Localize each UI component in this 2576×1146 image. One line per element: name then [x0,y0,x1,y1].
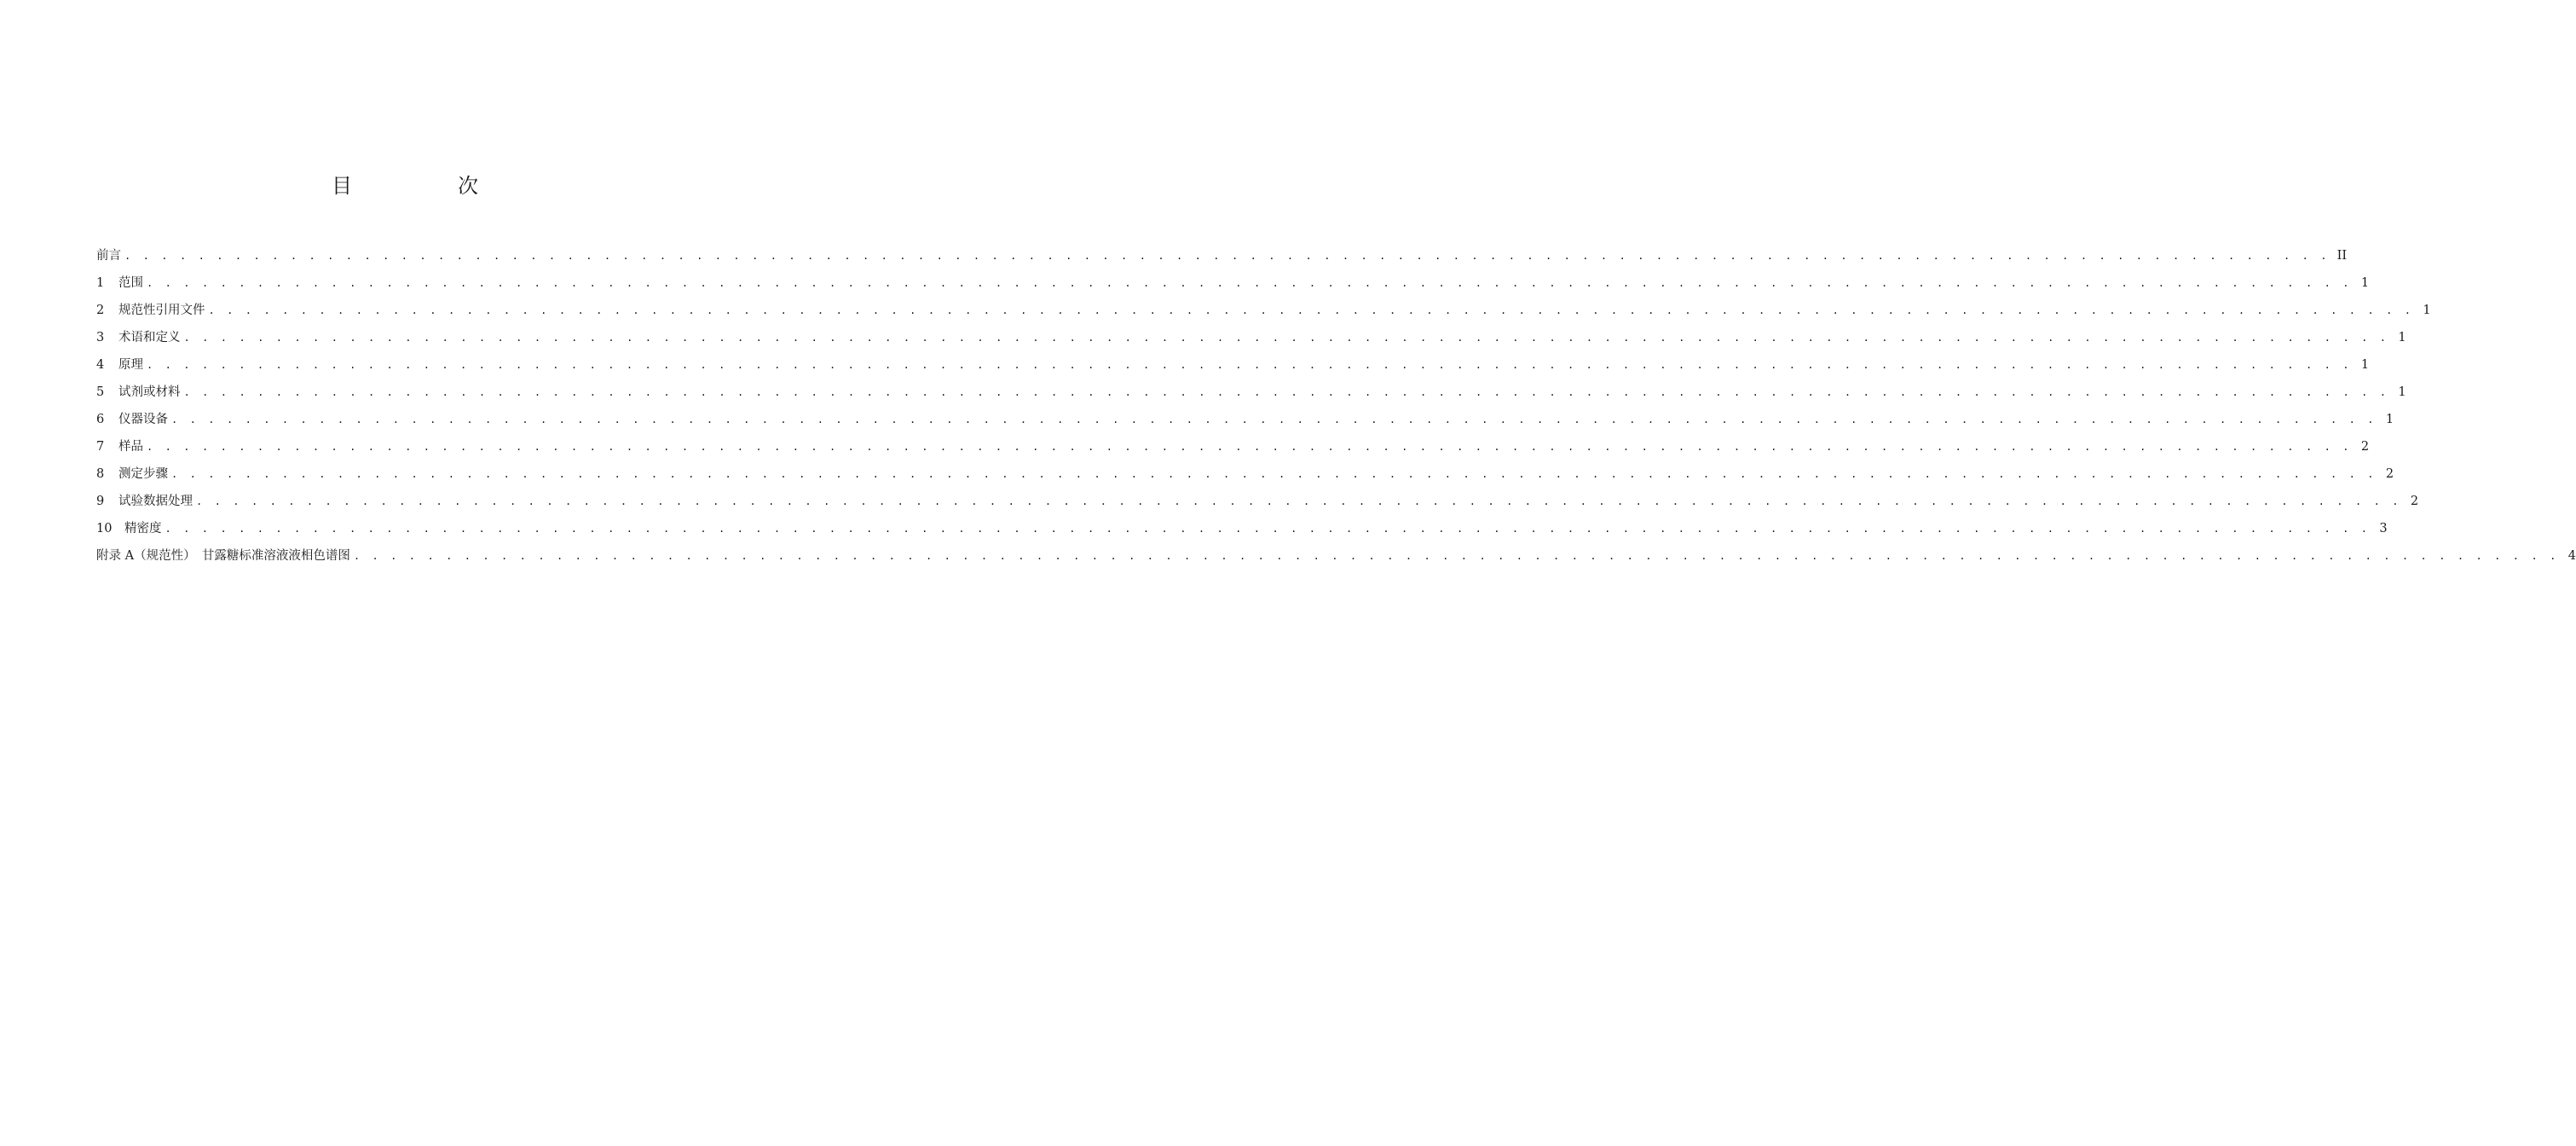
toc-page-number: 1 [2423,304,2431,317]
toc-leader-dots: . . . . . . . . . . . . . . . . . . . . . . . . . . . . . . . . . . . . . . . . . . . . . . . . . . . . . . . . . . . . . . . . . . . . . . . . . . . . . . . . . . . . . . . . . . . . . . . . . . . . . . . . . . . . . . . . . . . . . . . . [147,277,2353,289]
toc-entry-title: 试验数据处理 [118,495,193,508]
toc-entry-8[interactable] [96,460,2394,488]
toc-entry-4[interactable] [96,351,2370,379]
toc-entry-title: 术语和定义 [118,331,181,344]
toc-entry-title: 附录 A（规范性） 甘露糖标准溶液液相色谱图 [96,549,350,563]
toc-leader-dots: . . . . . . . . . . . . . . . . . . . . . . . . . . . . . . . . . . . . . . . . . . . . . . . . . . . . . . . . . . . . . . . . . . . . . . . . . . . . . . . . . . . . . . . . . . . . . . . . . . . . . . . . . . . . . . . . . . . . . . . . [124,250,2331,262]
toc-leader-dots: . . . . . . . . . . . . . . . . . . . . . . . . . . . . . . . . . . . . . . . . . . . . . . . . . . . . . . . . . . . . . . . . . . . . . . . . . . . . . . . . . . . . . . . . . . . . . . . . . . . . . . . . . . . . . . . . . . . . . . . . [208,304,2414,316]
toc-page-number: 1 [2385,413,2394,426]
toc-entry-title: 精密度 [124,522,162,535]
toc-entry-number: 4 [96,358,105,372]
toc-entry-preface[interactable] [96,242,2348,269]
toc-entry-6[interactable] [96,406,2394,433]
toc-entry-number: 10 [96,522,113,535]
toc-entry-number: 7 [96,440,105,454]
toc-entry-title: 原理 [118,358,143,372]
toc-entry-number: 5 [96,385,105,399]
toc-leader-dots: . . . . . . . . . . . . . . . . . . . . . . . . . . . . . . . . . . . . . . . . . . . . . . . . . . . . . . . . . . . . . . . . . . . . . . . . . . . . . . . . . . . . . . . . . . . . . . . . . . . . . . . . . . . . . . . . . . . . . . . . [165,523,2371,535]
toc-entry-title: 试剂或材料 [118,385,181,399]
toc-entry-title: 规范性引用文件 [118,304,205,317]
toc-page-number: 4 [2567,549,2576,563]
toc-entry-2[interactable] [96,297,2431,324]
toc-entry-1[interactable] [96,269,2370,297]
toc-entry-5[interactable] [96,379,2406,406]
toc-leader-dots: . . . . . . . . . . . . . . . . . . . . . . . . . . . . . . . . . . . . . . . . . . . . . . . . . . . . . . . . . . . . . . . . . . . . . . . . . . . . . . . . . . . . . . . . . . . . . . . . . . . . . . . . . . . . . . . . . . . . . . . . [353,550,2559,562]
toc-page-number: 2 [2360,440,2370,454]
page-title: 目 次 [332,174,521,198]
toc-entry-number: 8 [96,467,105,481]
toc-leader-dots: . . . . . . . . . . . . . . . . . . . . . . . . . . . . . . . . . . . . . . . . . . . . . . . . . . . . . . . . . . . . . . . . . . . . . . . . . . . . . . . . . . . . . . . . . . . . . . . . . . . . . . . . . . . . . . . . . . . . . . . . [147,441,2353,453]
toc-entry-10[interactable] [96,515,2388,542]
toc-entry-title: 仪器设备 [118,413,168,426]
toc-entry-number: 1 [96,276,105,290]
toc-entry-number: 6 [96,413,105,426]
toc-page-number: 2 [2385,467,2394,481]
toc-leader-dots: . . . . . . . . . . . . . . . . . . . . . . . . . . . . . . . . . . . . . . . . . . . . . . . . . . . . . . . . . . . . . . . . . . . . . . . . . . . . . . . . . . . . . . . . . . . . . . . . . . . . . . . . . . . . . . . . . . . . . . . . [147,359,2353,371]
toc-page-number: 1 [2360,358,2370,372]
toc-leader-dots: . . . . . . . . . . . . . . . . . . . . . . . . . . . . . . . . . . . . . . . . . . . . . . . . . . . . . . . . . . . . . . . . . . . . . . . . . . . . . . . . . . . . . . . . . . . . . . . . . . . . . . . . . . . . . . . . . . . . . . . . [196,495,2402,507]
toc-entry-title: 测定步骤 [118,467,168,481]
toc-entry-appendix-a[interactable] [96,542,2576,570]
toc-page-number: 2 [2410,495,2419,508]
toc-entry-title: 范围 [118,276,143,290]
toc-page-number: 1 [2398,385,2406,399]
toc-leader-dots: . . . . . . . . . . . . . . . . . . . . . . . . . . . . . . . . . . . . . . . . . . . . . . . . . . . . . . . . . . . . . . . . . . . . . . . . . . . . . . . . . . . . . . . . . . . . . . . . . . . . . . . . . . . . . . . . . . . . . . . . [171,468,2377,480]
toc-page-number: 1 [2360,276,2370,290]
toc-leader-dots: . . . . . . . . . . . . . . . . . . . . . . . . . . . . . . . . . . . . . . . . . . . . . . . . . . . . . . . . . . . . . . . . . . . . . . . . . . . . . . . . . . . . . . . . . . . . . . . . . . . . . . . . . . . . . . . . . . . . . . . . [183,386,2389,398]
toc-entry-number: 9 [96,495,105,508]
toc-entry-title: 样品 [118,440,143,454]
toc-entry-3[interactable] [96,324,2406,351]
toc-leader-dots: . . . . . . . . . . . . . . . . . . . . . . . . . . . . . . . . . . . . . . . . . . . . . . . . . . . . . . . . . . . . . . . . . . . . . . . . . . . . . . . . . . . . . . . . . . . . . . . . . . . . . . . . . . . . . . . . . . . . . . . . [183,332,2389,344]
toc-page-number: 1 [2398,331,2406,344]
toc-entry-9[interactable] [96,488,2419,515]
toc-entry-title: 前言 [96,249,121,263]
toc-entry-number: 3 [96,331,105,344]
table-of-contents [96,242,2576,570]
toc-entry-number: 2 [96,304,105,317]
toc-entry-7[interactable] [96,433,2370,460]
toc-page-number: 3 [2379,522,2388,535]
toc-page-number: II [2336,249,2348,263]
toc-leader-dots: . . . . . . . . . . . . . . . . . . . . . . . . . . . . . . . . . . . . . . . . . . . . . . . . . . . . . . . . . . . . . . . . . . . . . . . . . . . . . . . . . . . . . . . . . . . . . . . . . . . . . . . . . . . . . . . . . . . . . . . . [171,414,2377,425]
